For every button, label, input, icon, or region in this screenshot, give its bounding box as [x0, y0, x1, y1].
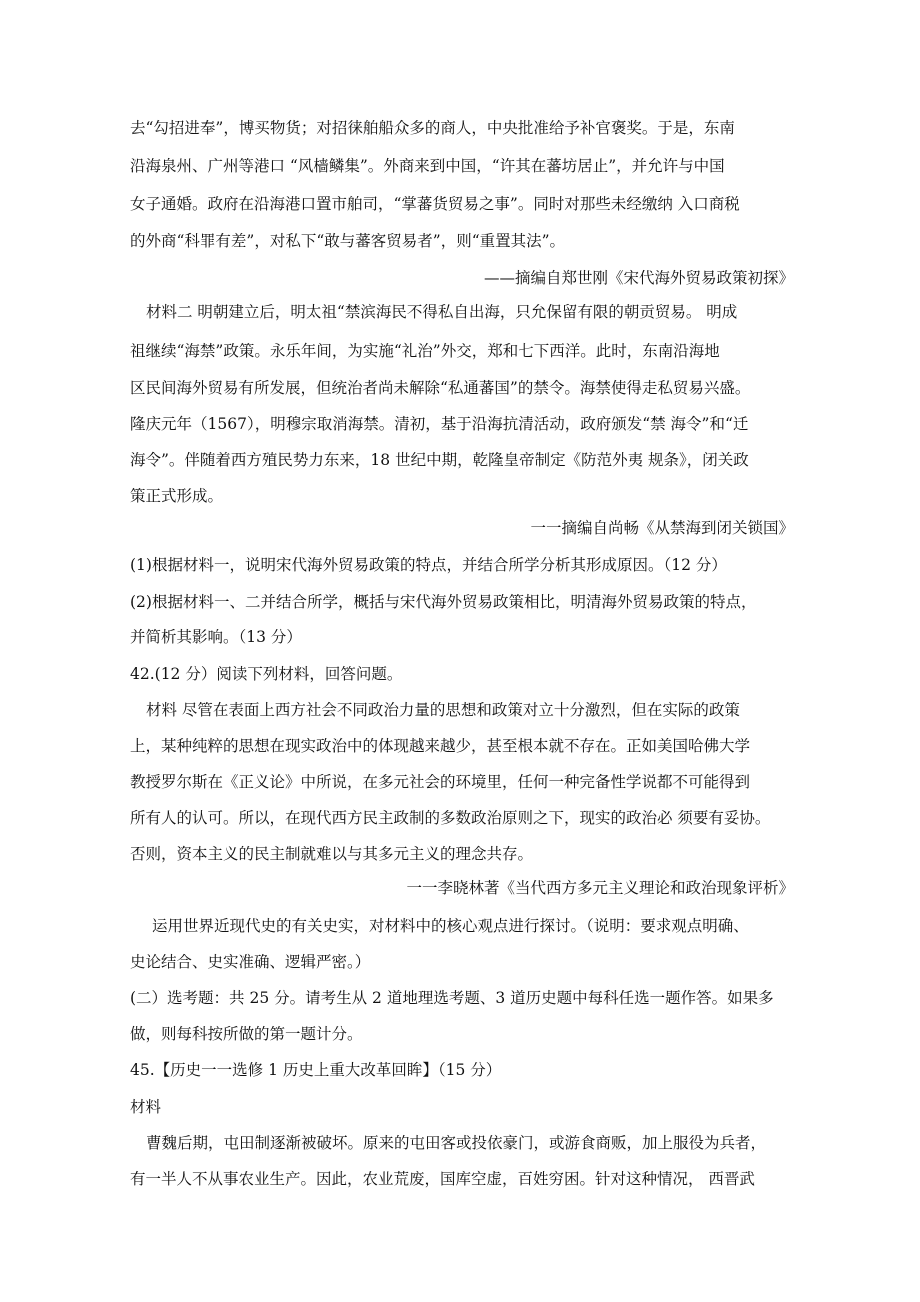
- q42-task-line-2: 史论结合、史实准确、逻辑严密。）: [130, 953, 371, 971]
- material1-source: ——摘编自郑世刚《宋代海外贸易政策初探》: [483, 269, 794, 287]
- question-2-cont: 并简析其影响。（13 分）: [130, 628, 302, 646]
- q42-header: 42.(12 分）阅读下列材料，回答问题。: [130, 665, 403, 683]
- elective-line-2: 做，则每科按所做的第一题计分。: [130, 1025, 363, 1043]
- material1-line-1: 去“勾招进奉”，博买物货；对招徕舶船众多的商人，中央批准给予补官褒奖。于是，东南: [130, 119, 735, 137]
- material1-line-2: 沿海泉州、广州等港口 “风樯鳞集”。外商来到中国，“许其在蕃坊居止”，并允许与中国: [130, 157, 725, 175]
- q42-line-3: 教授罗尔斯在《正义论》中所说，在多元社会的环境里，任何一种完备性学说都不可能得到: [130, 773, 751, 791]
- q45-line-2: 有一半人不从事农业生产。因此，农业荒废，国库空虚，百姓穷困。针对这种情况， 西晋武: [130, 1170, 755, 1188]
- question-1: (1)根据材料一，说明宋代海外贸易政策的特点，并结合所学分析其形成原因。（12 分）: [130, 556, 727, 574]
- q42-line-1: 材料 尽管在表面上西方社会不同政治力量的思想和政策对立十分激烈，但在实际的政策: [146, 701, 740, 719]
- material2-line-6: 策正式形成。: [130, 487, 224, 505]
- elective-line-1: (二）选考题：共 25 分。请考生从 2 道地理选考题、3 道历史题中每科任选一题作答。如果多: [130, 989, 774, 1007]
- material2-line-4: 隆庆元年（1567），明穆宗取消海禁。清初，基于沿海抗清活动，政府颁发“禁 海令”和“迁: [130, 415, 749, 433]
- q42-line-2: 上，某种纯粹的思想在现实政治中的体现越来越少，甚至根本就不存在。正如美国哈佛大学: [130, 737, 751, 755]
- q42-source: 一一李晓林著《当代西方多元主义理论和政治现象评析》: [406, 879, 794, 897]
- material2-line-5: 海令”。伴随着西方殖民势力东来，18 世纪中期，乾隆皇帝制定《防范外夷 规条》，闭关政: [130, 451, 749, 469]
- material1-line-3: 女子通婚。政府在沿海港口置市舶司，“掌蕃货贸易之事”。同时对那些未经缴纳 入口商税: [130, 195, 740, 213]
- q45-line-1: 曹魏后期，屯田制逐渐被破坏。原来的屯田客或投依豪门，或游食商贩，加上服役为兵者，: [146, 1134, 767, 1152]
- q42-line-5: 否则，资本主义的民主制就难以与其多元主义的理念共存。: [130, 845, 534, 863]
- q45-header: 45.【历史一一选修 1 历史上重大改革回眸】（15 分）: [130, 1061, 502, 1079]
- material2-line-3: 区民间海外贸易有所发展，但统治者尚未解除“私通蕃国”的禁令。海禁使得走私贸易兴盛。: [130, 379, 751, 397]
- q42-task-line-1: 运用世界近现代史的有关史实，对材料中的核心观点进行探讨。（说明：要求观点明确、: [152, 917, 749, 935]
- material2-line-1: 材料二 明朝建立后，明太祖“禁滨海民不得私自出海，只允保留有限的朝贡贸易。 明成: [146, 303, 738, 321]
- question-2: (2)根据材料一、二并结合所学，概括与宋代海外贸易政策相比，明清海外贸易政策的特点，: [130, 593, 757, 611]
- q45-material-label: 材料: [130, 1098, 162, 1116]
- material2-line-2: 祖继续“海禁”政策。永乐年间，为实施“礼治”外交，郑和七下西洋。此时，东南沿海地: [130, 342, 720, 360]
- q42-line-4: 所有人的认可。所以，在现代西方民主政制的多数政治原则之下，现实的政治必 须要有妥协。: [130, 809, 771, 827]
- material1-line-4: 的外商“科罪有差”，对私下“敢与蕃客贸易者”，则“重置其法”。: [130, 232, 566, 250]
- material2-source: 一一摘编自尚畅《从禁海到闭关锁国》: [530, 519, 794, 537]
